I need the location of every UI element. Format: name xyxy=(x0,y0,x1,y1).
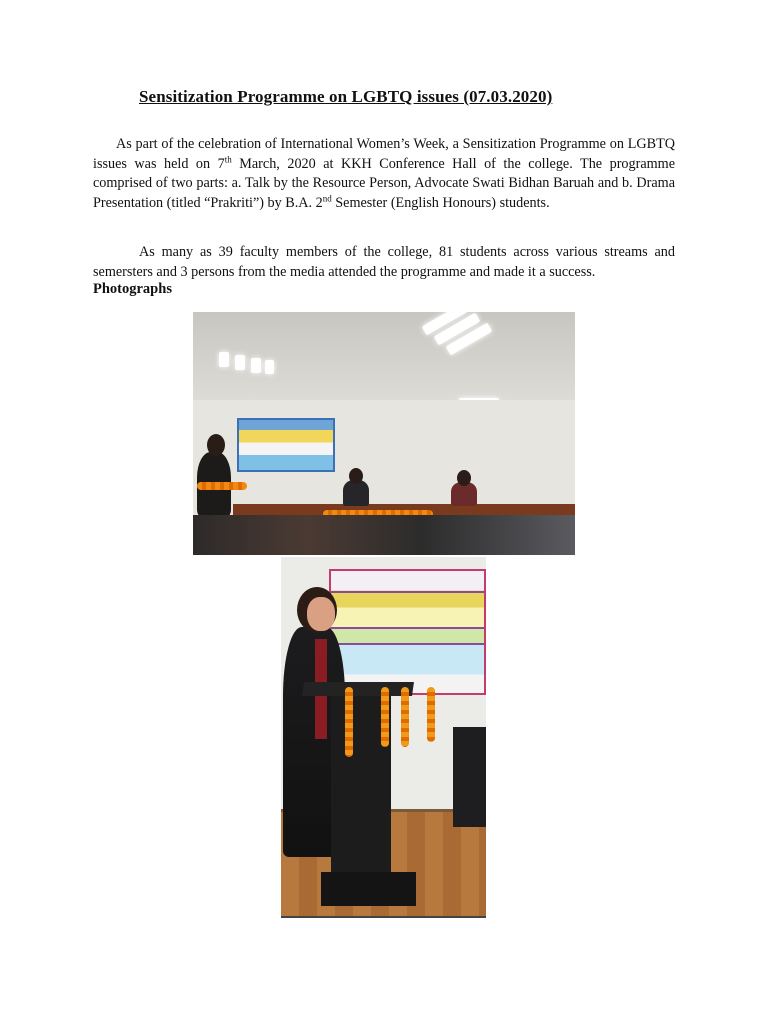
attendance-paragraph xyxy=(93,243,675,282)
document-title: Sensitization Programme on LGBTQ issues (07.03.2020) xyxy=(139,87,553,106)
speaker-at-podium-photo xyxy=(281,557,486,917)
intro-text-part-a: As part of the celebration of International Women’s Week, a Sensitization Programme on LGBTQ issues was held on 7 xyxy=(93,136,675,172)
conference-hall-photo xyxy=(193,312,575,555)
intro-paragraph xyxy=(93,135,675,213)
superscript-th: th xyxy=(224,153,232,164)
intro-text-part-b: March, 2020 at KKH Conference Hall of the college. The programme comprised of two parts: a. Talk by the Resource Person, Advocate Swati Bidhan Baruah and b. Drama Presentation (titled “Prakriti”) by B.A. 2 xyxy=(93,155,675,211)
superscript-nd: nd xyxy=(322,192,332,203)
intro-text-part-c: Semester (English Honours) students. xyxy=(331,194,550,211)
photographs-heading: Photographs xyxy=(93,281,172,297)
attendance-text: As many as 39 faculty members of the college, 81 students across various streams and semersters and 3 persons from the media attended the programme and made it a success. xyxy=(93,244,675,280)
